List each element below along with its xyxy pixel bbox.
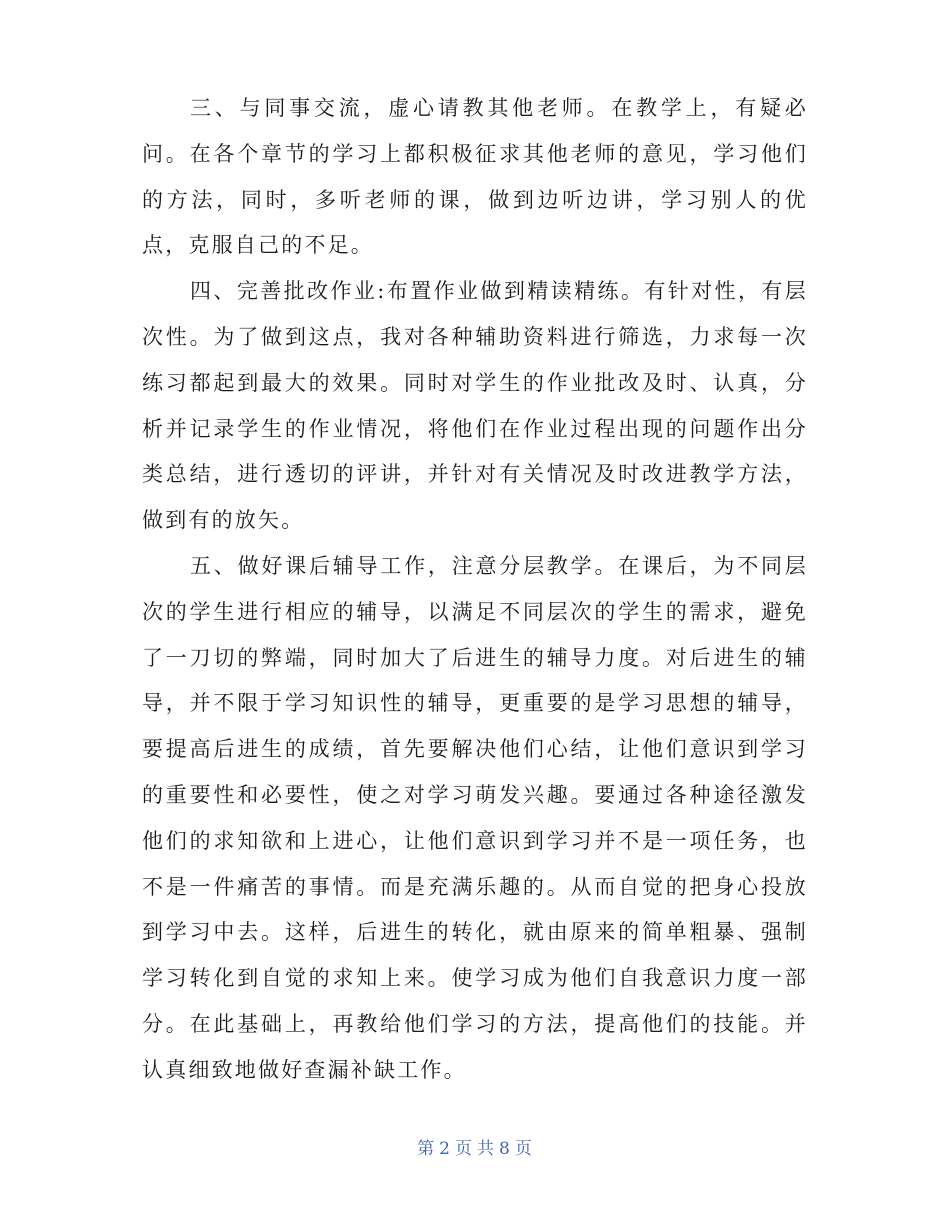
footer-suffix: 页 <box>514 1139 533 1159</box>
footer-page-word: 页 <box>455 1139 473 1159</box>
document-body <box>142 86 808 1094</box>
footer-total-prefix: 共 <box>477 1139 495 1159</box>
footer-current-page: 2 <box>439 1139 451 1159</box>
paragraph-exchange-with-colleagues: 三、与同事交流，虚心请教其他老师。在教学上，有疑必问。在各个章节的学习上都积极征求其他老师的意见，学习他们的方法，同时，多听老师的课，做到边听边讲，学习别人的优点，克服自己的不足。 <box>142 96 808 258</box>
page-footer <box>0 1134 950 1159</box>
paragraph-after-class-tutoring: 五、做好课后辅导工作，注意分层教学。在课后，为不同层次的学生进行相应的辅导，以满足不同层次的学生的需求，避免了一刀切的弊端，同时加大了后进生的辅导力度。对后进生的辅导，并不限于学习知识性的辅导，更重要的是学习思想的辅导，要提高后进生的成绩，首先要解决他们心结，让他们意识到学习的重要性和必要性，使之对学习萌发兴趣。要通过各种途径激发他们的求知欲和上进心，让他们意识到学习并不是一项任务，也不是一件痛苦的事情。而是充满乐趣的。从而自觉的把身心投放到学习中去。这样，后进生的转化，就由原来的简单粗暴、强制学习转化到自觉的求知上来。使学习成为他们自我意识力度一部分。在此基础上，再教给他们学习的方法，提高他们的技能。并认真细致地做好查漏补缺工作。 <box>142 553 808 1082</box>
paragraph-homework-correction: 四、完善批改作业:布置作业做到精读精练。有针对性，有层次性。为了做到这点，我对各种辅助资料进行筛选，力求每一次练习都起到最大的效果。同时对学生的作业批改及时、认真，分析并记录学生的作业情况，将他们在作业过程出现的问题作出分类总结，进行透切的评讲，并针对有关情况及时改进教学方法，做到有的放矢。 <box>142 279 808 533</box>
footer-total-pages: 8 <box>499 1139 511 1159</box>
footer-prefix: 第 <box>417 1139 436 1159</box>
